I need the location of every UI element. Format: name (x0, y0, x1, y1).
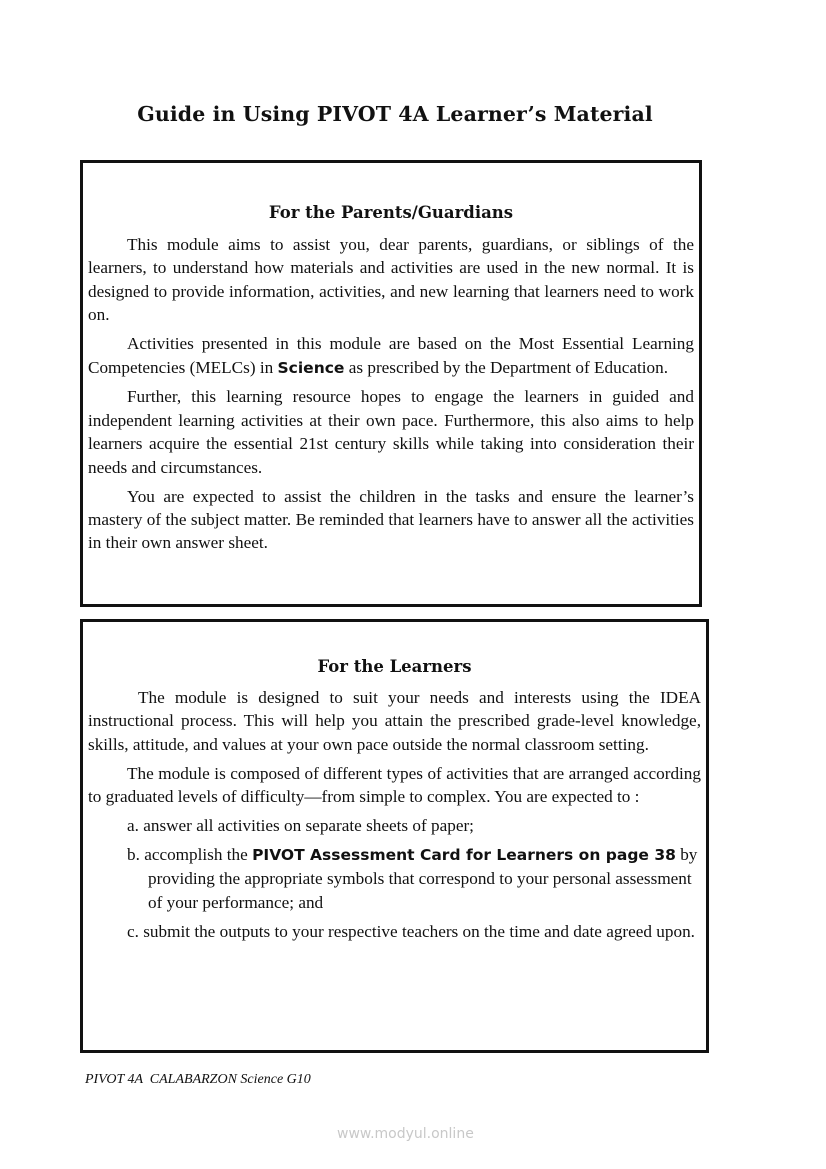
parents-paragraph-3: Further, this learning resource hopes to engage the learners in guided and independent learning activities at their own pace. Furthermore, this also aims to help learners acquire the essential 21st century skills while taking into consideration their needs and circumstances. (88, 387, 694, 477)
learners-box (80, 619, 709, 1053)
parents-paragraph-2-text-end: as prescribed by the Department of Education. (344, 357, 669, 377)
page-title: Guide in Using PIVOT 4A Learner’s Material (137, 102, 653, 126)
list-item-b (88, 843, 701, 914)
learners-content (88, 686, 701, 949)
list-item-b-text: b. accomplish the (127, 844, 253, 864)
list-item-b-text-end: by providing the appropriate symbols that correspond to your personal assessment of your performance; and (148, 844, 698, 912)
parents-paragraph-1: This module aims to assist you, dear parents, guardians, or siblings of the learners, to understand how materials and activities are used in the new normal. It is designed to provide information, activities, and new learning that learners need to work on. (88, 235, 694, 325)
learners-paragraph-2: The module is composed of different types of activities that are arranged according to graduated levels of difficulty—from simple to complex. You are expected to : (88, 763, 701, 807)
list-item-a: a. answer all activities on separate sheets of paper; (127, 816, 474, 836)
parents-paragraph-4: You are expected to assist the children in the tasks and ensure the learner’s mastery of the subject matter. Be reminded that learners have to answer all the activities in their own answer sheet. (88, 486, 694, 553)
parents-paragraph-2-text: Activities presented in this module are based on the Most Essential Learning Competencies (MELCs) in (88, 334, 694, 377)
parents-guardians-heading: For the Parents/Guardians (268, 203, 514, 222)
page-footer: PIVOT 4A CALABARZON Science G10 (85, 1072, 311, 1087)
learners-paragraph-1: The module is designed to suit your needs and interests using the IDEA instructional process. This will help you attain the prescribed grade-level knowledge, skills, attitude, and values at your own pace outside the normal classroom setting. (88, 688, 701, 754)
subject-name: Science (277, 358, 345, 377)
watermark: www.modyul.online (337, 1126, 474, 1142)
parents-guardians-box (80, 160, 702, 607)
list-item-c: c. submit the outputs to your respective teachers on the time and date agreed upon. (127, 921, 695, 941)
parents-guardians-content (88, 233, 694, 560)
assessment-card-reference: PIVOT Assessment Card for Learners on page 38 (252, 845, 676, 864)
learners-heading: For the Learners (317, 657, 472, 676)
parents-paragraph-2 (88, 332, 694, 380)
